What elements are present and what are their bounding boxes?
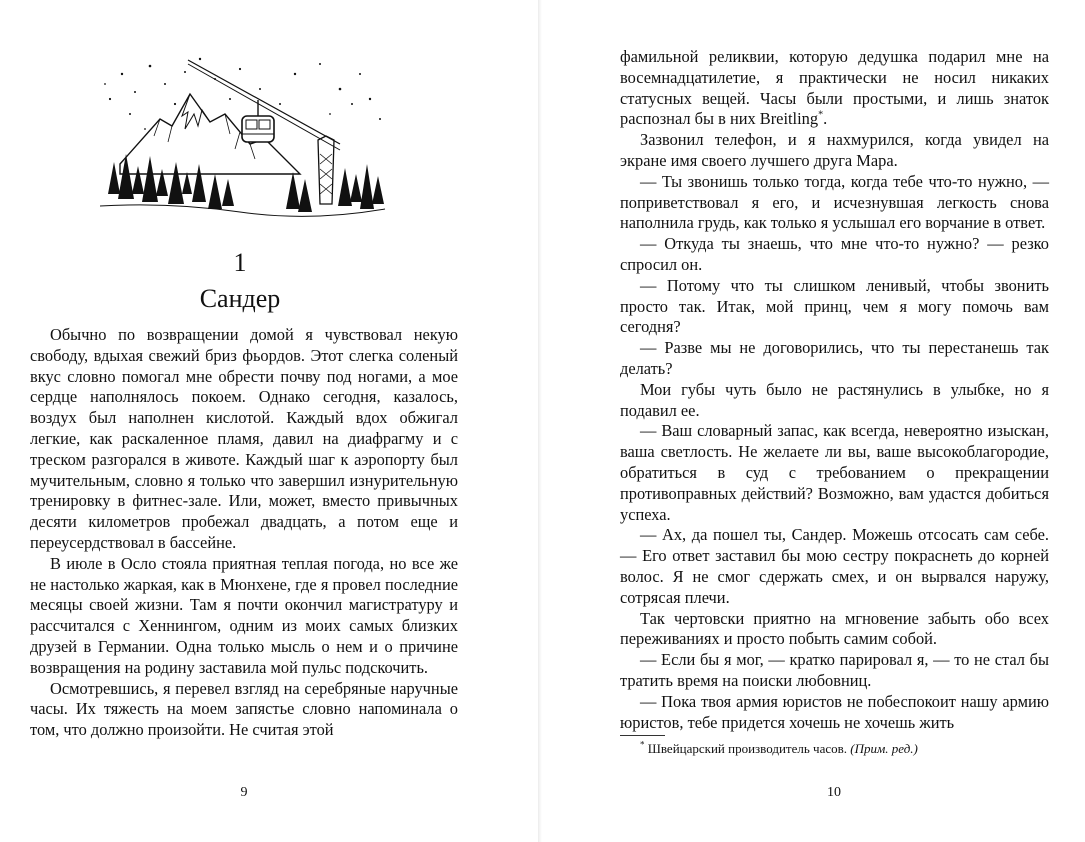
paragraph: Осмотревшись, я перевел взгляд на серебряные наручные часы. Их тяжесть на моем запястье словно напоминала о том, что должно произойти. Не считая этой	[30, 678, 458, 740]
paragraph: — Ваш словарный запас, как всегда, невероятно изыскан, ваша светлость. Не желаете ли вы, ваше высокоблагородие, обратиться в суд с требованием о прекращении противоправных действий? Возможно, вам удастся добиться успеха.	[620, 421, 1049, 524]
footnote-editor-note: (Прим. ред.)	[850, 741, 918, 756]
paragraph-end: .	[823, 109, 828, 129]
mountain-cable-car-illustration	[90, 44, 390, 224]
paragraph: — Откуда ты знаешь, что мне что-то нужно? — резко спросил он.	[620, 234, 1049, 274]
left-page-body	[30, 325, 458, 741]
right-page-body	[620, 47, 1049, 733]
footnote-marker: *	[640, 739, 645, 750]
chapter-title: Сандер	[199, 284, 281, 313]
right-page	[542, 0, 1085, 842]
left-page	[0, 0, 538, 842]
page-number: 9	[240, 785, 248, 800]
paragraph: Обычно по возвращении домой я чувствовал некую свободу, вдыхая свежий бриз фьордов. Этот слегка соленый вкус словно помогал мне обрести почву под ногами, а мое сердце наполнялось покоем. Однако сегодня, казалось, воздух был наполнен кислотой. Каждый вдох обжигал легкие, как раскаленное пламя, давил на диафрагму и с треском разгорался в животе. Каждый шаг к аэропорту был мучительным, словно я только что завершил изнурительную тренировку в фитнес-зале. Или, может, вместо привычных десяти километров пробежал двадцать, а потом еще и переусердствовал в бассейне.	[30, 325, 458, 552]
paragraph-text: фамильной реликвии, которую дедушка подарил мне на восемнадцатилетие, я практически не носил никаких статусных вещей. Часы были простыми, и лишь знаток распознал бы в них Breitling	[620, 47, 1049, 129]
paragraph: Мои губы чуть было не растянулись в улыбке, но я подавил ее.	[620, 379, 1049, 420]
footnote	[640, 741, 1049, 757]
paragraph: Зазвонил телефон, и я нахмурился, когда увидел на экране имя своего лучшего друга Мара.	[620, 130, 1049, 170]
paragraph: — Потому что ты слишком ленивый, чтобы звонить просто так. Итак, мой принц, чем я могу помочь вам сегодня?	[620, 275, 1049, 337]
continued-paragraph	[620, 47, 1049, 130]
paragraph: — Ах, да пошел ты, Сандер. Можешь отсосать сам себе. — Его ответ заставил бы мою сестру покраснеть до корней волос. Я не смог сдержать смех, и он вырвался наружу, сотрясая плечи.	[620, 525, 1049, 607]
paragraph: — Разве мы не договорились, что ты перестанешь так делать?	[620, 338, 1049, 378]
footnote-text: Швейцарский производитель часов.	[644, 741, 851, 756]
chapter-number: 1	[233, 248, 247, 277]
paragraph: Так чертовски приятно на мгновение забыть обо всех переживаниях и просто побыть самим собой.	[620, 608, 1049, 649]
footnote-marker: *	[818, 109, 824, 121]
paragraph: — Пока твоя армия юристов не побеспокоит нашу армию юристов, тебе придется хочешь не хочешь жить	[620, 691, 1049, 732]
paragraph: — Если бы я мог, — кратко парировал я, — то не стал бы тратить время на поиски любовниц.	[620, 650, 1049, 690]
paragraph: — Ты звонишь только тогда, когда тебе что-то нужно, — поприветствовал я его, и исчезнувшая легкость снова наполнила грудь, как только я услышал его ворчание в ответ.	[620, 171, 1049, 233]
page-number: 10	[827, 785, 841, 800]
footnote-divider	[620, 735, 665, 736]
paragraph: В июле в Осло стояла приятная теплая погода, но все же не настолько жаркая, как в Мюнхене, где я провел последние месяцы своей жизни. Там я почти окончил магистратуру и рассчитался с Хеннингом, одним из моих самых близких друзей в Германии. Одна только мысль о нем и о причине возвращения на родину заставила мой пульс подскочить.	[30, 553, 458, 677]
